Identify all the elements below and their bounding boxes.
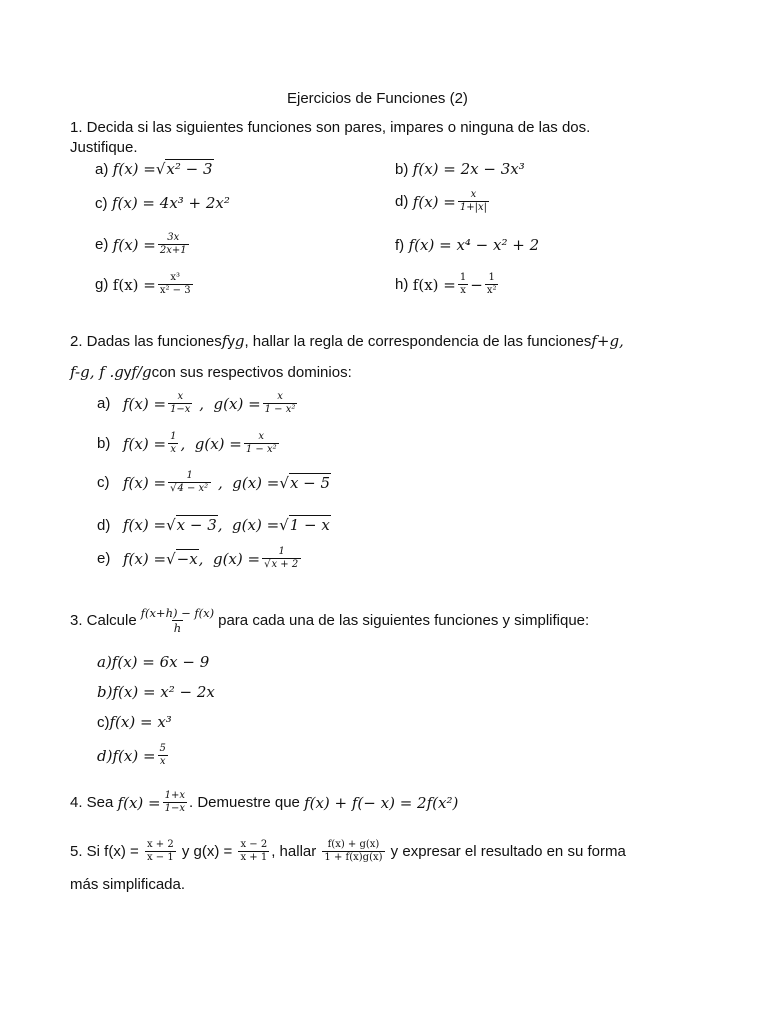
problem-1-statement: 1. Decida si las siguientes funciones son pares, impares o ninguna de las dos.: [70, 119, 591, 136]
problem-4-statement: 4. Sea f(x) = $\frac{1+x}{1-x}$ . Demuestre que f(x) + f(− x) = 2f(x²): [70, 790, 459, 814]
problem-1d: d) f(x) = $\frac{x}{1+|x|}$: [395, 189, 487, 213]
problem-1g: g) f(x) = $\frac{\text{x³}}{\text{x² − 3}}$: [95, 272, 191, 296]
problem-2b: b) f(x) = $\frac{1}{x}$ , g(x) = $\frac{x}{\text{1 − x²}}$: [97, 431, 277, 455]
page-title: Ejercicios de Funciones (2): [287, 90, 468, 107]
problem-3c: c) f(x) = x³: [97, 713, 172, 731]
problem-2c: c) f(x) = $\frac{1}{\text{√4 − x²}}$ , g(x) = √x − 5: [97, 470, 331, 494]
problem-2d: d) f(x) = √x − 3 , g(x) = √1 − x: [97, 516, 330, 534]
problem-2a: a) f(x) = $\frac{x}{1-x}$ , g(x) = $\frac{x}{\text{1 − x²}}$: [97, 391, 296, 415]
problem-1b: b) f(x) = 2x − 3x³: [395, 160, 525, 178]
problem-3d: d) f(x) = $\frac{5}{x}$: [97, 743, 166, 767]
problem-3a: a) f(x) = 6x − 9: [97, 653, 210, 671]
problem-1f: f) f(x) = x⁴ − x² + 2: [395, 236, 540, 254]
problem-5-statement-cont: más simplificada.: [70, 876, 186, 893]
problem-1a: a) f(x) = √x² − 3: [95, 160, 213, 178]
problem-1e: e) f(x) = $\frac{3x}{2x+1}$: [95, 232, 187, 256]
problem-3-statement: 3. Calcule $\frac{f(x+h) - f(x)}{h}$ para cada una de las siguientes funciones y simplifique:: [70, 606, 590, 635]
problem-5-statement: 5. Si f(x) = $\frac{x + 2}{x - 1}$ y g(x) = $\frac{x - 2}{x + 1}$ , hallar $\frac{f(x) + g(x)}{1 + f(x)g(x)}$ y expresar el resultado en su forma: [70, 839, 626, 863]
problem-1h: h) f(x) = $\frac{1}{x}$ − $\frac{1}{\text{x²}}$: [395, 272, 497, 296]
problem-2-statement-cont: f-g, f .g y f/g con sus respectivos dominios:: [70, 363, 352, 381]
problem-2e: e) f(x) = √−x , g(x) = $\frac{1}{√x + 2}$: [97, 546, 303, 571]
problem-1c: c) f(x) = 4x³ + 2x²: [95, 194, 230, 212]
problem-1-statement-cont: Justifique.: [70, 139, 138, 156]
problem-3b: b) f(x) = x² − 2x: [97, 683, 215, 701]
problem-2-statement: 2. Dadas las funciones f y g , hallar la regla de correspondencia de las funciones f+g,: [70, 332, 624, 350]
